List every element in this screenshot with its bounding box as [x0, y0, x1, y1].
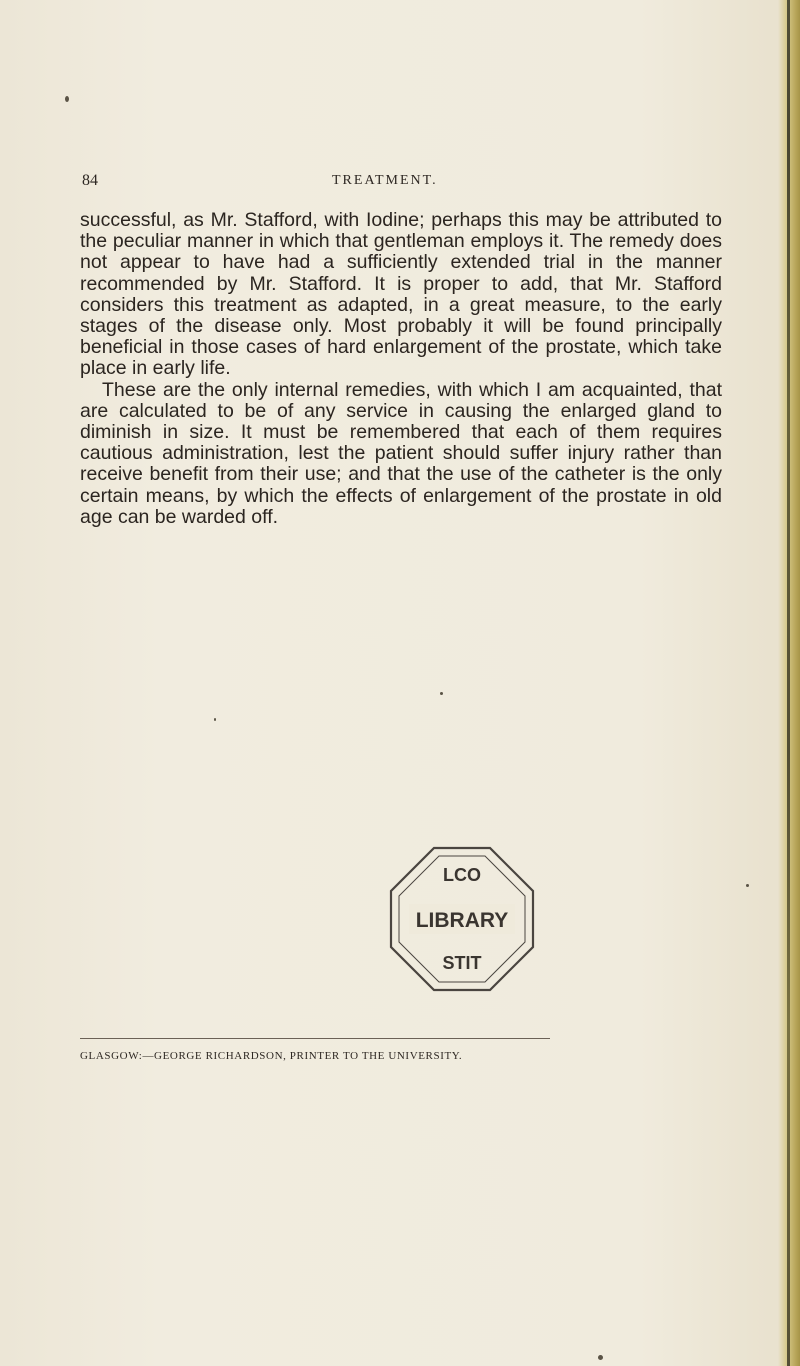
- running-head: TREATMENT.: [332, 173, 438, 188]
- body-text: [80, 210, 722, 528]
- ink-speck: [598, 1355, 603, 1360]
- imprint-text: GLASGOW:—GEORGE RICHARDSON, PRINTER TO THE UNIVERSITY.: [80, 1050, 463, 1062]
- ink-speck: [440, 692, 443, 695]
- ink-speck: [65, 96, 69, 102]
- svg-text:STIT: STIT: [442, 953, 482, 973]
- ink-speck: [746, 884, 749, 887]
- svg-text:LCO: LCO: [443, 865, 481, 885]
- library-stamp: [377, 834, 547, 1004]
- paragraph: These are the only internal remedies, with which I am acquainted, that are calculated to be of any service in causing the enlarged gland to diminish in size. It must be remembered that each of them requires cautious administration, lest the patient should suffer injury rather than receive benefit from their use; and that the use of the catheter is the only certain means, by which the effects of enlargement of the prostate in old age can be warded off.: [80, 378, 722, 528]
- paragraph: successful, as Mr. Stafford, with Iodine; perhaps this may be attributed to the peculiar manner in which that gentleman employs it. The remedy does not appear to have had a sufficiently extended trial in the manner recommended by Mr. Stafford. It is proper to add, that Mr. Stafford considers this treatment as adapted, in a great measure, to the early stages of the disease only. Most probably it will be found principally beneficial in those cases of hard enlargement of the prostate, which take place in early life.: [80, 209, 722, 380]
- printer-imprint: [80, 1050, 720, 1062]
- page-number: 84: [82, 172, 98, 189]
- stamp-library-label: LIBRARY: [415, 909, 509, 932]
- ink-speck: [214, 718, 216, 721]
- imprint-rule: [80, 1038, 550, 1039]
- page-header: [82, 172, 702, 194]
- book-edge: [787, 0, 790, 1366]
